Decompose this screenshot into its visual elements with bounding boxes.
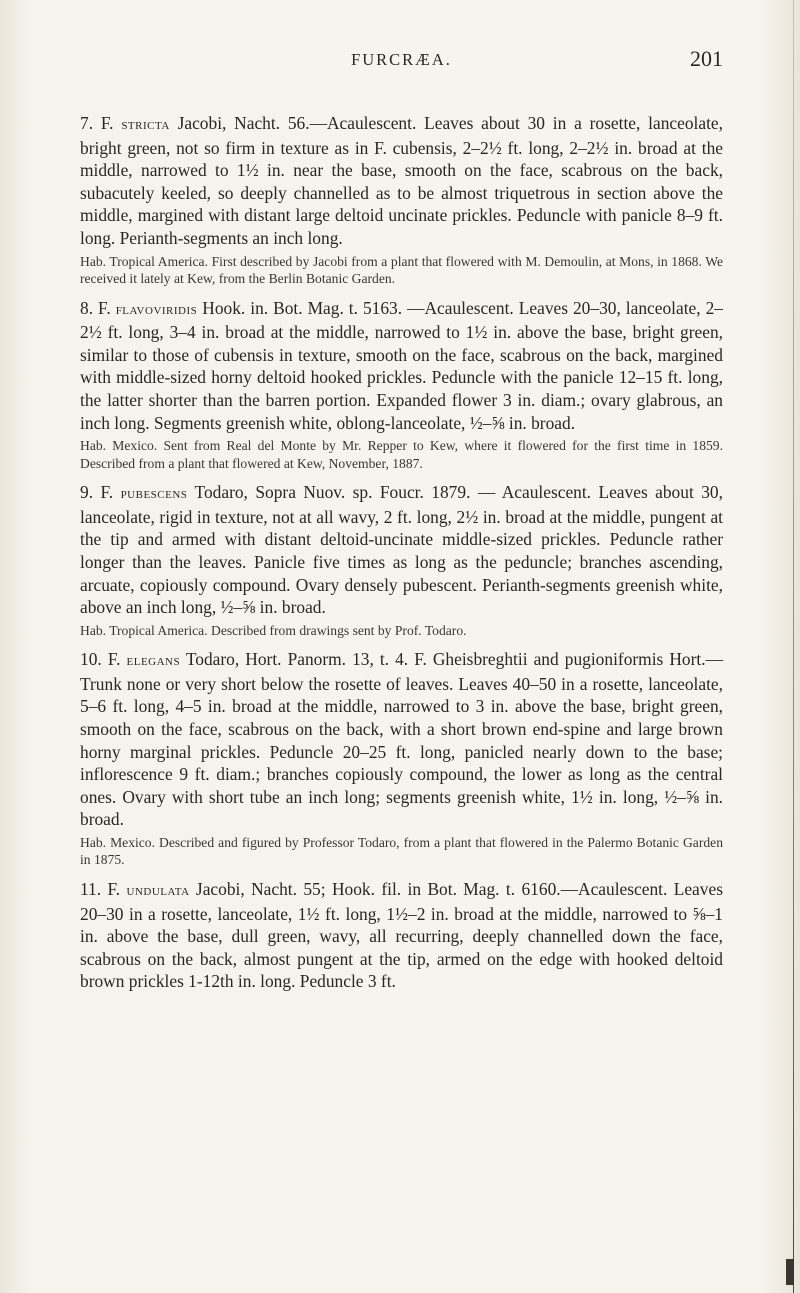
habitat-note: Hab. Tropical America. First described by Jacobi from a plant that flowered with M. Demoulin, at Mons, in 1868. We received it lately at Kew, from the Berlin Botanic Garden. (80, 253, 723, 287)
habitat-note: Hab. Mexico. Sent from Real del Monte by Mr. Repper to Kew, where it flowered for the first time in 1859. Described from a plant that flowered at Kew, November, 1887. (80, 438, 723, 471)
description-text: Jacobi, Nacht. 56.—Acaulescent. Leaves about 30 in a rosette, lanceolate, bright green, not so firm in texture as in F. cubensis, 2–2½ ft. long, 2–2½ in. broad at the middle, narrowed to 1½ in. near the base, smooth on the face, scabrous on the back, subacutely keeled, so deeply channelled as to be almost triquetrous in section above the middle, margined with distant large deltoid uncinate prickles. Peduncle with panicle 8–9 ft. long. Perianth-segments an inch long. (80, 113, 723, 248)
species-entry (80, 481, 723, 639)
species-description (80, 112, 723, 250)
description-text: Hook. in. Bot. Mag. t. 5163. —Acaulescent. Leaves 20–30, lanceolate, 2–2½ ft. long, 3–4 in. broad at the middle, narrowed to 1½ in. above the base, bright green, similar to those of cubensis in texture, smooth on the face, scabrous on the back, margined with middle-sized horny deltoid hooked prickles. Peduncle with the panicle 12–15 ft. long, the latter shorter than the barren portion. Expanded flower 3 in. diam.; ovary glabrous, an inch long. Segments greenish white, oblong-lanceolate, ½–⅝ in. broad. (80, 297, 723, 433)
page-number: 201 (690, 46, 723, 71)
entry-number: 9. (80, 482, 94, 503)
species-entry (80, 297, 723, 473)
species-name: flavoviridis (115, 301, 198, 318)
page-corner-mark (786, 1259, 794, 1285)
species-entry (80, 878, 723, 993)
description-text: Todaro, Hort. Panorm. 13, t. 4. F. Gheisbreghtii and pugioniformis Hort.—Trunk none or very short below the rosette of leaves. Leaves 40–50 in a rosette, lanceolate, 5–6 ft. long, 4–5 in. broad at the middle, narrowed to 3 in. above the base, bright green, smooth on the face, scabrous on the back, with a short brown end-spine and large brown horny marginal prickles. Peduncle 20–25 ft. long, panicled nearly down to the base; inflorescence 9 ft. diam.; branches copiously compound, the lower as long as the central ones. Ovary with short tube an inch long; segments greenish white, 1½ in. long, ½–⅝ in. broad. (80, 649, 723, 830)
species-name: elegans (126, 653, 181, 670)
species-description (80, 481, 723, 619)
description-text: Jacobi, Nacht. 55; Hook. fil. in Bot. Mag. t. 6160.—Acaulescent. Leaves 20–30 in a rosette, lanceolate, 1½ ft. long, 1½–2 in. broad at the middle, narrowed to ⅝–1 in. above the base, dull green, wavy, all recurring, deeply channelled down the face, scabrous on the back, almost pungent at the tip, armed on the edge with hooked deltoid brown prickles 1-12th in. long. Peduncle 3 ft. (80, 878, 723, 992)
species-entry (80, 648, 723, 869)
genus-abbrev: F. (107, 878, 121, 899)
genus-abbrev: F. (98, 297, 111, 318)
species-name: undulata (126, 882, 190, 899)
species-description (80, 297, 723, 435)
entry-number: 7. (80, 113, 94, 133)
species-name: stricta (121, 117, 170, 133)
genus-abbrev: F. (107, 649, 121, 670)
species-description (80, 648, 723, 831)
description-text: Todaro, Sopra Nuov. sp. Foucr. 1879. — Acaulescent. Leaves about 30, lanceolate, rigid in texture, not at all wavy, 2 ft. long, 2½ in. broad at the middle, pungent at the tip and armed with distant deltoid-uncinate middle-sized prickles. Peduncle rather longer than the leaves. Panicle five times as long as the peduncle; branches ascending, arcuate, copiously compound. Ovary densely pubescent. Perianth-segments greenish white, above an inch long, ½–⅝ in. broad. (80, 482, 723, 618)
species-entry (80, 112, 723, 288)
entry-number: 8. (80, 297, 94, 318)
species-name: pubescens (120, 486, 188, 503)
species-list (80, 112, 723, 1002)
page-edge-line (793, 0, 794, 1293)
entry-number: 10. (80, 649, 102, 670)
running-head: FURCRÆA. (351, 50, 452, 69)
species-description (80, 878, 723, 993)
habitat-note: Hab. Mexico. Described and figured by Professor Todaro, from a plant that flowered in the Palermo Botanic Garden in 1875. (80, 834, 723, 868)
entry-number: 11. (80, 878, 102, 899)
habitat-note: Hab. Tropical America. Described from drawings sent by Prof. Todaro. (80, 622, 467, 638)
genus-abbrev: F. (100, 113, 114, 133)
page-header (80, 46, 723, 76)
genus-abbrev: F. (100, 482, 114, 503)
